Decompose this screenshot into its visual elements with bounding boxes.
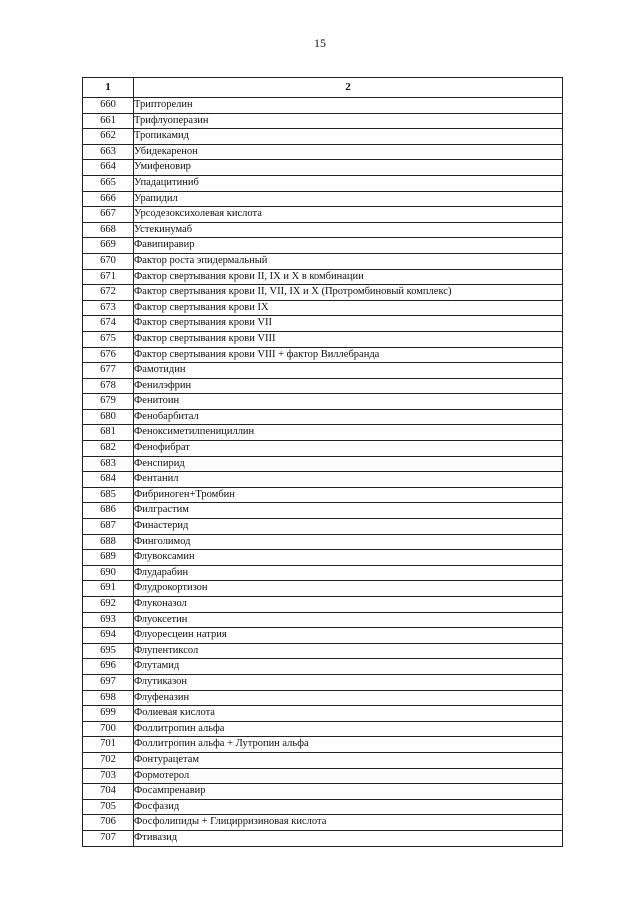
drug-name-cell: Устекинумаб	[134, 222, 563, 238]
column-header-name: 2	[134, 78, 563, 98]
table-row	[83, 706, 563, 722]
table-row	[83, 316, 563, 332]
table-row	[83, 331, 563, 347]
row-number-cell: 667	[83, 207, 134, 223]
table-body	[83, 98, 563, 847]
row-number-cell: 687	[83, 519, 134, 535]
row-number-cell: 695	[83, 643, 134, 659]
row-number-cell: 670	[83, 253, 134, 269]
table-row	[83, 378, 563, 394]
row-number-cell: 684	[83, 472, 134, 488]
page-number: 15	[314, 36, 326, 50]
table-row	[83, 815, 563, 831]
row-number-cell: 685	[83, 487, 134, 503]
drug-name-cell: Флутамид	[134, 659, 563, 675]
table-row	[83, 503, 563, 519]
drug-name-cell: Фактор свертывания крови II, IX и X в комбинации	[134, 269, 563, 285]
drug-name-cell: Фактор свертывания крови II, VII, IX и X (Протромбиновый комплекс)	[134, 285, 563, 301]
row-number-cell: 703	[83, 768, 134, 784]
row-number-cell: 669	[83, 238, 134, 254]
drug-name-cell: Фосампренавир	[134, 784, 563, 800]
drug-name-cell: Филграстим	[134, 503, 563, 519]
row-number-cell: 677	[83, 363, 134, 379]
row-number-cell: 672	[83, 285, 134, 301]
drug-name-cell: Убидекаренон	[134, 144, 563, 160]
table-row	[83, 472, 563, 488]
table-row	[83, 144, 563, 160]
drug-name-cell: Фоллитропин альфа + Лутропин альфа	[134, 737, 563, 753]
row-number-cell: 701	[83, 737, 134, 753]
drug-name-cell: Фосфолипиды + Глицирризиновая кислота	[134, 815, 563, 831]
drug-name-cell: Фенитоин	[134, 394, 563, 410]
drug-name-cell: Фибриноген+Тромбин	[134, 487, 563, 503]
table-row	[83, 456, 563, 472]
drug-table	[82, 77, 563, 847]
table-row	[83, 768, 563, 784]
row-number-cell: 673	[83, 300, 134, 316]
table-row	[83, 721, 563, 737]
row-number-cell: 680	[83, 409, 134, 425]
table-row	[83, 113, 563, 129]
row-number-cell: 699	[83, 706, 134, 722]
row-number-cell: 697	[83, 674, 134, 690]
row-number-cell: 683	[83, 456, 134, 472]
table-row	[83, 690, 563, 706]
drug-name-cell: Флуоксетин	[134, 612, 563, 628]
drug-name-cell: Трипторелин	[134, 98, 563, 114]
row-number-cell: 675	[83, 331, 134, 347]
drug-name-cell: Умифеновир	[134, 160, 563, 176]
drug-name-cell: Трифлуоперазин	[134, 113, 563, 129]
drug-name-cell: Фенобарбитал	[134, 409, 563, 425]
table-row	[83, 269, 563, 285]
table-row	[83, 129, 563, 145]
drug-name-cell: Формотерол	[134, 768, 563, 784]
row-number-cell: 678	[83, 378, 134, 394]
drug-name-cell: Феноксиметилпенициллин	[134, 425, 563, 441]
row-number-cell: 671	[83, 269, 134, 285]
table-row	[83, 238, 563, 254]
table-row	[83, 207, 563, 223]
drug-name-cell: Флутиказон	[134, 674, 563, 690]
table-row	[83, 441, 563, 457]
drug-name-cell: Фактор свертывания крови VIII + фактор Виллебранда	[134, 347, 563, 363]
table-row	[83, 285, 563, 301]
row-number-cell: 679	[83, 394, 134, 410]
table-row	[83, 643, 563, 659]
drug-name-cell: Фактор свертывания крови IX	[134, 300, 563, 316]
row-number-cell: 686	[83, 503, 134, 519]
row-number-cell: 660	[83, 98, 134, 114]
row-number-cell: 674	[83, 316, 134, 332]
table-row	[83, 659, 563, 675]
row-number-cell: 688	[83, 534, 134, 550]
table-row	[83, 830, 563, 846]
drug-name-cell: Фамотидин	[134, 363, 563, 379]
row-number-cell: 704	[83, 784, 134, 800]
drug-name-cell: Флуконазол	[134, 597, 563, 613]
drug-name-cell: Фенспирид	[134, 456, 563, 472]
drug-name-cell: Фентанил	[134, 472, 563, 488]
column-header-number: 1	[83, 78, 134, 98]
drug-name-cell: Фонтурацетам	[134, 752, 563, 768]
table-row	[83, 674, 563, 690]
drug-name-cell: Флуоресцеин натрия	[134, 628, 563, 644]
table-row	[83, 597, 563, 613]
table-row	[83, 222, 563, 238]
drug-name-cell: Фактор роста эпидермальный	[134, 253, 563, 269]
drug-name-cell: Фолиевая кислота	[134, 706, 563, 722]
drug-name-cell: Фосфазид	[134, 799, 563, 815]
drug-name-cell: Флуфеназин	[134, 690, 563, 706]
table-row	[83, 565, 563, 581]
row-number-cell: 700	[83, 721, 134, 737]
table-row	[83, 737, 563, 753]
table-row	[83, 550, 563, 566]
drug-name-cell: Фенилэфрин	[134, 378, 563, 394]
table-row	[83, 253, 563, 269]
drug-name-cell: Флувоксамин	[134, 550, 563, 566]
drug-name-cell: Урсодезоксихолевая кислота	[134, 207, 563, 223]
table-row	[83, 628, 563, 644]
row-number-cell: 662	[83, 129, 134, 145]
table-header-row	[83, 78, 563, 98]
table-row	[83, 784, 563, 800]
table-row	[83, 534, 563, 550]
row-number-cell: 698	[83, 690, 134, 706]
drug-name-cell: Фактор свертывания крови VII	[134, 316, 563, 332]
drug-name-cell: Флударабин	[134, 565, 563, 581]
row-number-cell: 664	[83, 160, 134, 176]
table-row	[83, 487, 563, 503]
row-number-cell: 706	[83, 815, 134, 831]
row-number-cell: 663	[83, 144, 134, 160]
row-number-cell: 676	[83, 347, 134, 363]
drug-name-cell: Урапидил	[134, 191, 563, 207]
table-row	[83, 160, 563, 176]
table-row	[83, 519, 563, 535]
row-number-cell: 705	[83, 799, 134, 815]
row-number-cell: 666	[83, 191, 134, 207]
row-number-cell: 668	[83, 222, 134, 238]
table-row	[83, 363, 563, 379]
row-number-cell: 693	[83, 612, 134, 628]
row-number-cell: 682	[83, 441, 134, 457]
drug-name-cell: Флудрокортизон	[134, 581, 563, 597]
drug-name-cell: Тропикамид	[134, 129, 563, 145]
row-number-cell: 690	[83, 565, 134, 581]
table-row	[83, 394, 563, 410]
row-number-cell: 681	[83, 425, 134, 441]
table-row	[83, 409, 563, 425]
drug-name-cell: Фтивазид	[134, 830, 563, 846]
drug-name-cell: Финголимод	[134, 534, 563, 550]
table-row	[83, 347, 563, 363]
table-row	[83, 581, 563, 597]
drug-name-cell: Фавипиравир	[134, 238, 563, 254]
table-row	[83, 175, 563, 191]
table-row	[83, 425, 563, 441]
row-number-cell: 692	[83, 597, 134, 613]
row-number-cell: 665	[83, 175, 134, 191]
drug-name-cell: Финастерид	[134, 519, 563, 535]
drug-name-cell: Фоллитропин альфа	[134, 721, 563, 737]
row-number-cell: 694	[83, 628, 134, 644]
table-row	[83, 191, 563, 207]
table-row	[83, 98, 563, 114]
table-row	[83, 752, 563, 768]
drug-name-cell: Фенофибрат	[134, 441, 563, 457]
row-number-cell: 707	[83, 830, 134, 846]
row-number-cell: 661	[83, 113, 134, 129]
drug-name-cell: Упадацитиниб	[134, 175, 563, 191]
row-number-cell: 702	[83, 752, 134, 768]
table-row	[83, 612, 563, 628]
drug-name-cell: Флупентиксол	[134, 643, 563, 659]
table-row	[83, 300, 563, 316]
drug-name-cell: Фактор свертывания крови VIII	[134, 331, 563, 347]
row-number-cell: 689	[83, 550, 134, 566]
row-number-cell: 696	[83, 659, 134, 675]
table-row	[83, 799, 563, 815]
row-number-cell: 691	[83, 581, 134, 597]
